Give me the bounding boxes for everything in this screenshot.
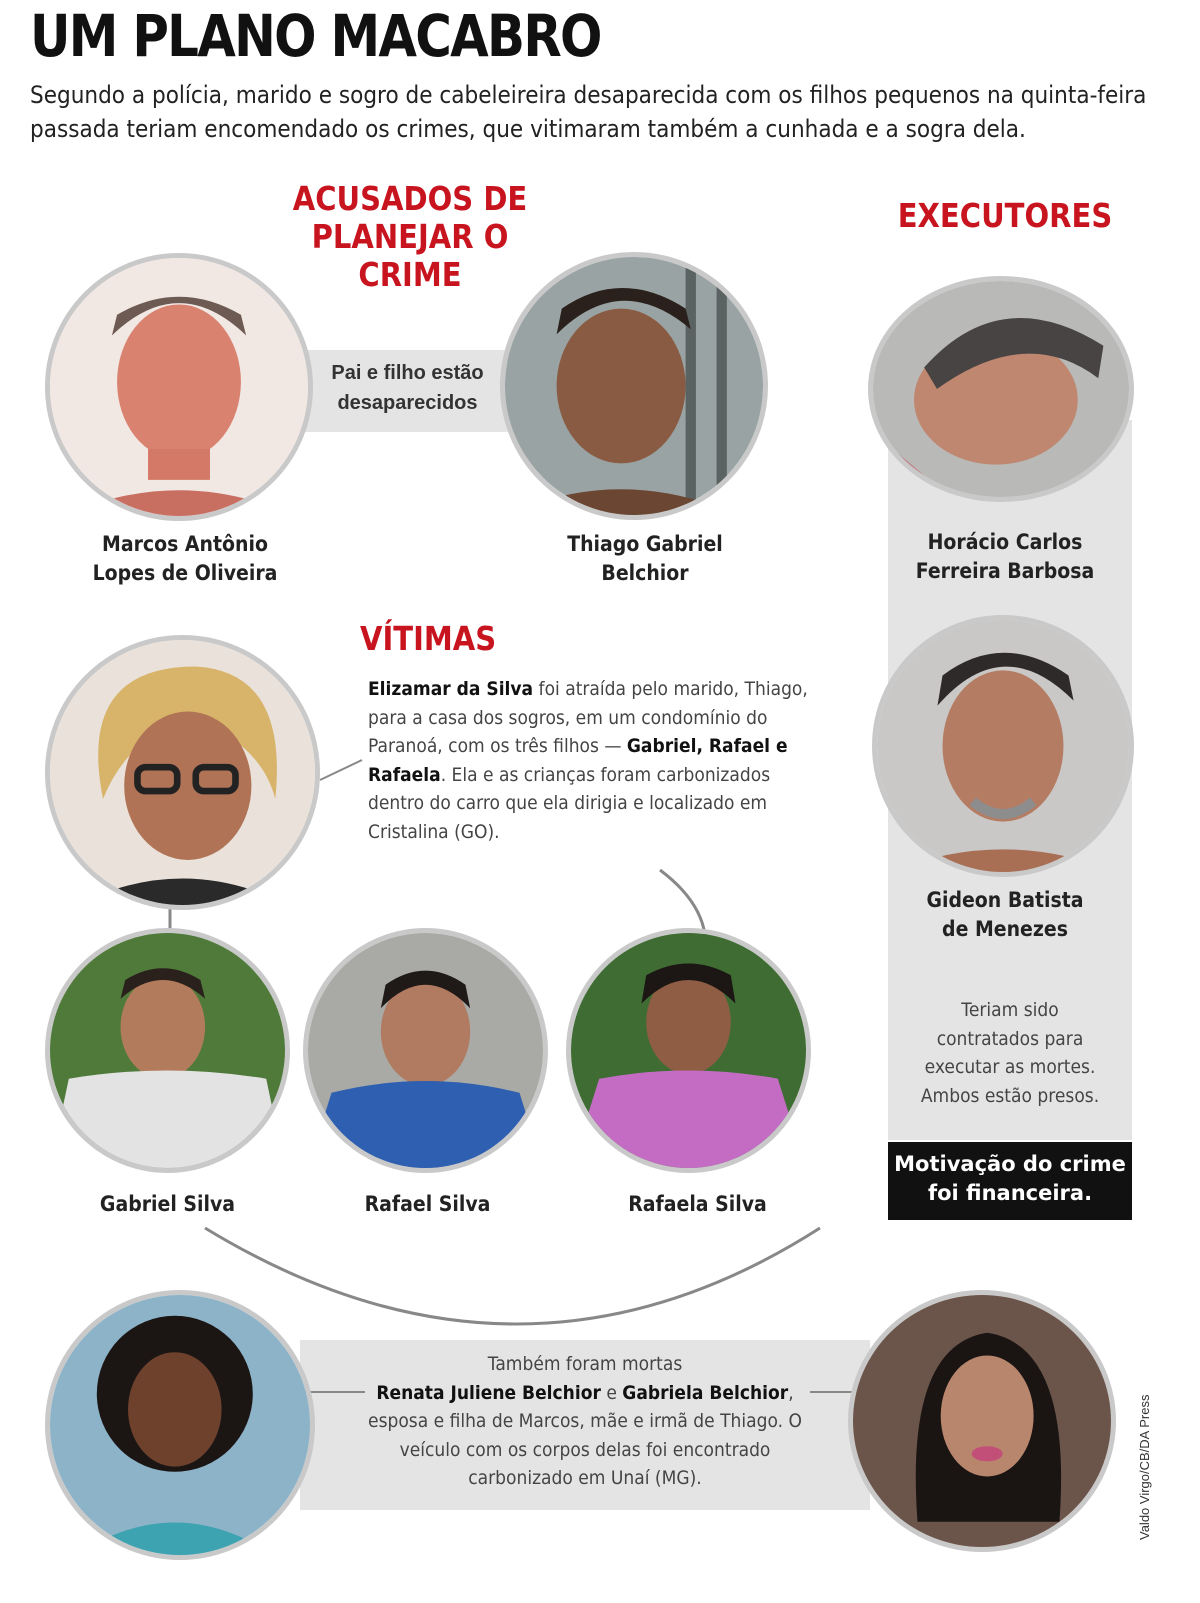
- executors-heading: EXECUTORES: [897, 196, 1113, 235]
- name-rafaela: Rafaela Silva: [628, 1192, 767, 1216]
- victims-description: Elizamar da Silva foi atraída pelo marido, Thiago, para a casa dos sogros, em um condomínio do Paranoá, com os três filhos — Gabriel, Rafael e Rafaela. Ela e as crianças foram carbonizados dentro do carro que ela dirigia e localizado em Cristalina (GO).: [368, 678, 808, 843]
- accused-connector-note: Pai e filho estão desaparecidos: [331, 362, 484, 414]
- victims-heading: VÍTIMAS: [360, 619, 497, 658]
- executors-note: Teriam sido contratados para executar as mortes. Ambos estão presos.: [920, 999, 1100, 1107]
- portrait-marcos: [45, 253, 313, 521]
- portrait-rafael: [303, 928, 548, 1173]
- motive-line-1: Motivação do crime: [894, 1152, 1126, 1176]
- portrait-rafaela: [566, 928, 811, 1173]
- portrait-gabriel: [45, 928, 290, 1173]
- portrait-elizamar: [45, 635, 320, 910]
- name-gabriel: Gabriel Silva: [99, 1192, 236, 1216]
- name-gideon: Gideon Batista de Menezes: [926, 888, 1084, 941]
- motive-line-2: foi financeira.: [927, 1181, 1093, 1205]
- portrait-horacio: [868, 276, 1134, 502]
- name-rafael: Rafael Silva: [364, 1192, 491, 1216]
- portrait-thiago: [500, 252, 768, 520]
- name-thiago: Thiago Gabriel Belchior: [567, 532, 723, 585]
- portrait-renata: [45, 1290, 315, 1560]
- portrait-gabriela: [848, 1290, 1116, 1552]
- page-subtitle: Segundo a polícia, marido e sogro de cabeleireira desaparecida com os filhos pequenos na quinta-feira passada teriam encomendado os crimes, que vitimaram também a cunhada e a sogra dela.: [30, 81, 1147, 143]
- others-description: Também foram mortas Renata Juliene Belchior e Gabriela Belchior, esposa e filha de Marcos, mãe e irmã de Thiago. O veículo com os corpos delas foi encontrado carbonizado em Unaí (MG).: [368, 1353, 802, 1489]
- portrait-gideon: [872, 615, 1134, 877]
- name-marcos: Marcos Antônio Lopes de Oliveira: [92, 532, 278, 585]
- page-title: UM PLANO MACABRO: [30, 2, 601, 70]
- photo-credit: Valdo Virgo/CB/DA Press: [1137, 1394, 1152, 1540]
- name-horacio: Horácio Carlos Ferreira Barbosa: [915, 530, 1095, 583]
- accused-heading: ACUSADOS DE PLANEJAR O CRIME: [292, 179, 528, 294]
